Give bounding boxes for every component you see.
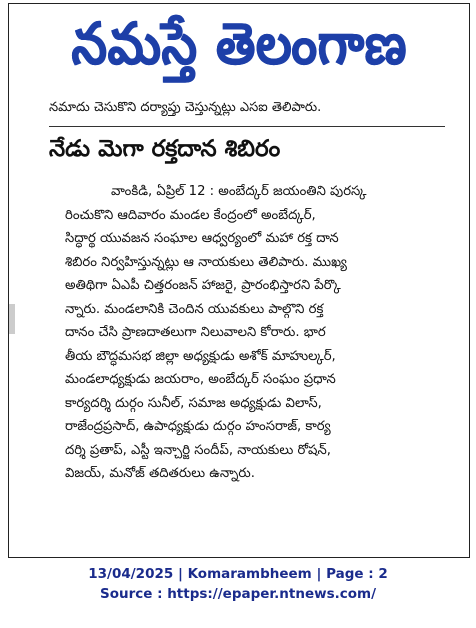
previous-article-line: నమాదు చెసుకొని దర్యాప్తు చెస్తున్నట్లు ఎసఐ తెలిపారు.	[49, 100, 322, 115]
body-line: రించుకొని ఆదివారం మండల కేంద్రంలో అంబేద్కర్,	[65, 207, 316, 223]
article-headline: నేడు మెగా రక్తదాన శిబిరం	[49, 136, 281, 162]
footer-date-edition: 13/04/2025 | Komarambheem | Page : 2	[88, 566, 388, 582]
body-line: శిబిరం నిర్వహిస్తున్నట్లు ఆ నాయకులు తెలిపారు. ముఖ్య	[65, 254, 347, 270]
clip-footer	[0, 564, 476, 604]
body-line: తీయ బౌద్ధమసభ జిల్లా అధ్యక్షుడు అశోక్ మాహుల్కర్,	[65, 348, 336, 364]
body-line: విజయ్, మనోజ్ తదితరులు ఉన్నారు.	[65, 466, 255, 481]
article-body	[65, 180, 449, 486]
left-edge-mark	[9, 304, 15, 334]
body-line: అతిథిగా ఏఎపీ చిత్తరంజన్ హాజరై, ప్రారంభిస్తారని పేర్కొ	[65, 278, 341, 293]
body-line: న్నారు. మండలానికి చెందిన యువకులు పాల్గొని రక్త	[65, 301, 324, 317]
body-line: వాంకిడి, ఏప్రిల్ 12 : అంబేద్కర్ జయంతిని పురస్క	[111, 184, 367, 199]
body-line: దానం చేసి ప్రాణదాతలుగా నిలువాలని కోరారు. భార	[65, 325, 326, 340]
body-line: మండలాధ్యక్షుడు జయరాం, అంబేద్కర్ సంఘం ప్రధాన	[65, 372, 336, 387]
body-line: రాజేంద్రప్రసాద్, ఉపాధ్యక్షుడు దుర్గం హంసరాజ్, కార్య	[65, 419, 331, 434]
masthead-logo: నమస్తే తెలంగాణ	[71, 10, 407, 78]
body-line: కార్యదర్శి దుర్గం సునీల్, సమాజ అధ్యక్షుడు విలాస్,	[65, 395, 322, 411]
body-line: దర్శి ప్రతాప్, ఎస్టీ ఇన్చార్జి సందీప్, నాయకులు రోషన్,	[65, 442, 331, 458]
divider	[49, 126, 445, 127]
body-line: సిద్ధార్థ యువజన సంఘాల ఆధ్వర్యంలో మహా రక్త దాన	[65, 231, 339, 246]
newspaper-clipping	[8, 3, 470, 558]
masthead	[9, 4, 469, 84]
footer-source: Source : https://epaper.ntnews.com/	[99, 586, 377, 602]
